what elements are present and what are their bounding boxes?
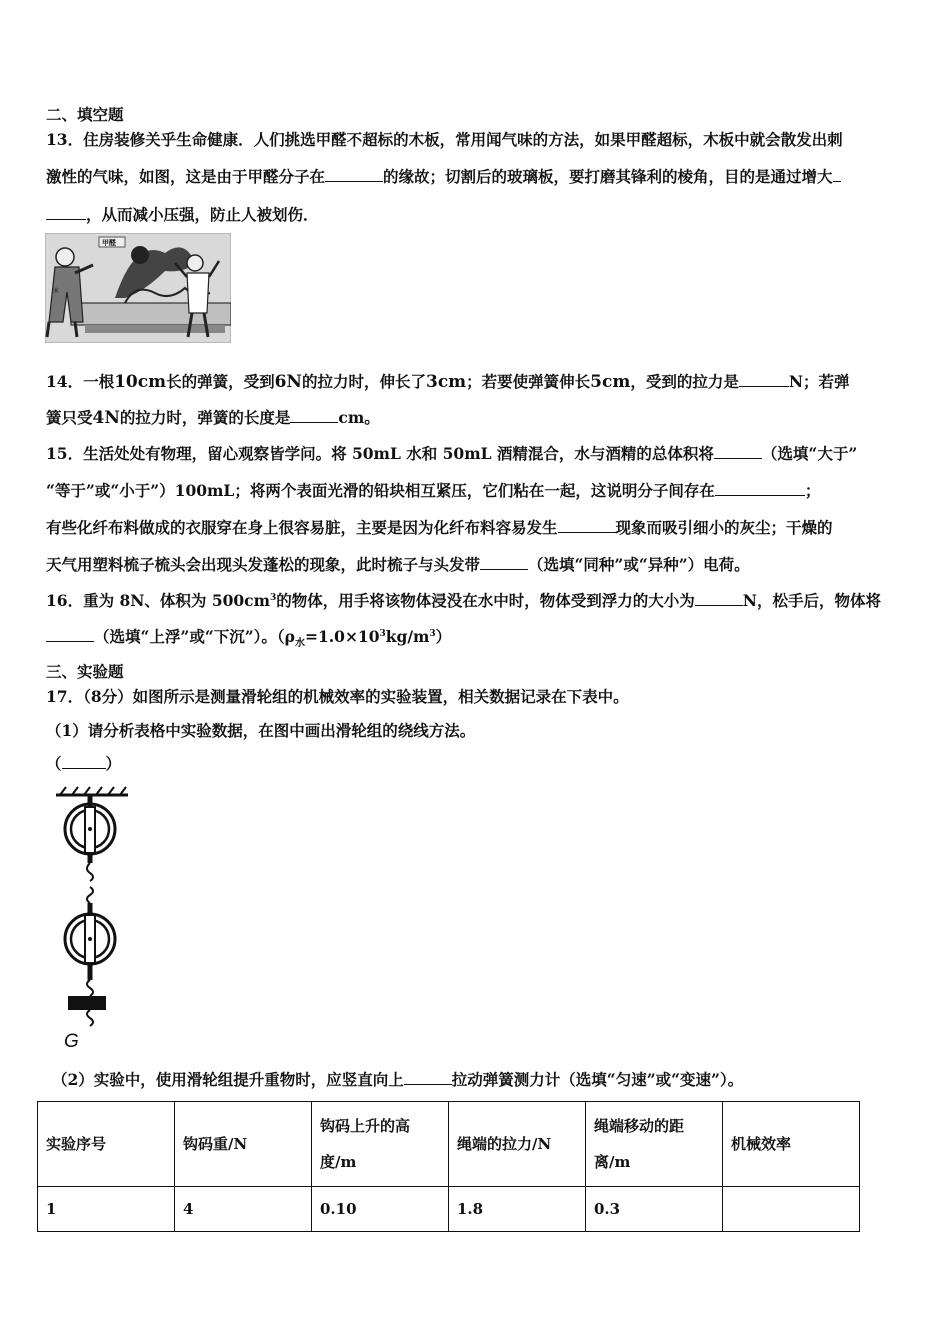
q17-blank-2[interactable] (404, 1070, 452, 1085)
q17-part-1: （1）请分析表格中实验数据，在图中画出滑轮组的绕线方法。 (46, 721, 476, 740)
table-cell: 1.8 (449, 1187, 586, 1232)
table-cell-efficiency[interactable] (723, 1187, 860, 1232)
q13-blank-2b[interactable] (46, 205, 86, 220)
table-row (38, 1187, 860, 1232)
board-shadow (85, 325, 225, 333)
q17-answer-slot: （ ） (46, 754, 122, 773)
table-header-cell: 实验序号 (38, 1102, 175, 1187)
q15-blank-1[interactable] (714, 444, 762, 459)
q16-blank-2[interactable] (46, 627, 94, 642)
weight-hook (87, 1010, 93, 1026)
table-header-cell: 绳端的拉力/N (449, 1102, 586, 1187)
q13-blank-2a[interactable] (833, 167, 841, 182)
pulley-system-diagram (52, 785, 142, 1050)
q17-blank-drawing[interactable] (62, 754, 106, 769)
q15-blank-2[interactable] (715, 481, 805, 496)
formaldehyde-illustration (45, 233, 231, 343)
svg-text:木: 木 (53, 288, 60, 295)
q13-line-3: ，从而减小压强，防止人被划伤． (46, 203, 319, 225)
section-heading-fill-blank: 二、填空题 (46, 105, 124, 124)
q14-line-2: 簧只受4N的拉力时，弹簧的长度是 cm。 (46, 408, 380, 428)
table-cell: 1 (38, 1187, 175, 1232)
table-header-cell: 钩码上升的高 度/m (312, 1102, 449, 1187)
q13-blank-1[interactable] (325, 167, 383, 182)
q14-blank-2[interactable] (290, 408, 338, 423)
q15-blank-4[interactable] (480, 555, 528, 570)
q15-line-2: “等于”或“小于”）100mL；将两个表面光滑的铅块相互紧压，它们粘在一起，这说明分子间存在 ； (46, 481, 821, 500)
q16-line-1: 16．重为 8N、体积为 $500cm^3$的物体，用手将该物体浸没在水中时，物体受到浮力的大小为 N，松手后，物体将 (46, 591, 881, 610)
weight-label: G (64, 1031, 79, 1050)
q15-line-3: 有些化纤布料做成的衣服穿在身上很容易脏，主要是因为化纤布料容易发生 现象而吸引细小的灰尘；干燥的 (46, 518, 833, 537)
q14-blank-1[interactable] (739, 372, 789, 387)
q17-part-2: （2）实验中，使用滑轮组提升重物时，应竖直向上 拉动弹簧测力计（选填“匀速”或“变速”）。 (52, 1070, 744, 1089)
table-cell: 4 (175, 1187, 312, 1232)
fixed-pulley (65, 795, 115, 881)
weight-block (68, 996, 106, 1010)
q16-blank-1[interactable] (695, 591, 743, 606)
table-header-row (38, 1102, 860, 1187)
table-header-cell: 机械效率 (723, 1102, 860, 1187)
experiment-data-table (37, 1101, 860, 1232)
sign-label: 甲醛 (102, 238, 116, 247)
section-heading-experiment: 三、实验题 (46, 662, 124, 681)
q16-line-2: （选填“上浮”或“下沉”）。$(\rho_水=1.0\times 10^3kg/m^3)$ (46, 625, 451, 649)
q15-line-4: 天气用塑料梳子梳头会出现头发蓬松的现象，此时梳子与头发带 （选填“同种”或“异种”）电荷。 (46, 555, 750, 574)
q13-line-2: 激性的气味，如图，这是由于甲醛分子在 的缘故；切割后的玻璃板，要打磨其锋利的棱角，目的是通过增大 (46, 165, 841, 187)
movable-pulley (65, 887, 115, 996)
table-header-cell: 钩码重/N (175, 1102, 312, 1187)
q13-line-1: 13．住房装修关乎生命健康．人们挑选甲醛不超标的木板，常用闻气味的方法，如果甲醛超标，木板中就会散发出刺 (46, 130, 843, 149)
q15-blank-3[interactable] (558, 518, 616, 533)
table-header-cell: 绳端移动的距 离/m (586, 1102, 723, 1187)
q14-line-1: 14．一根10cm长的弹簧，受到6N的拉力时，伸长了3cm；若要使弹簧伸长5cm，受到的拉力是 N；若弹 (46, 372, 850, 392)
table-cell: 0.3 (586, 1187, 723, 1232)
q15-line-1: 15．生活处处有物理，留心观察皆学问。将 50mL 水和 50mL 酒精混合，水与酒精的总体积将 （选填“大于” (46, 444, 858, 463)
table-cell: 0.10 (312, 1187, 449, 1232)
q17-intro: 17．（8分）如图所示是测量滑轮组的机械效率的实验装置，相关数据记录在下表中。 (46, 687, 629, 706)
